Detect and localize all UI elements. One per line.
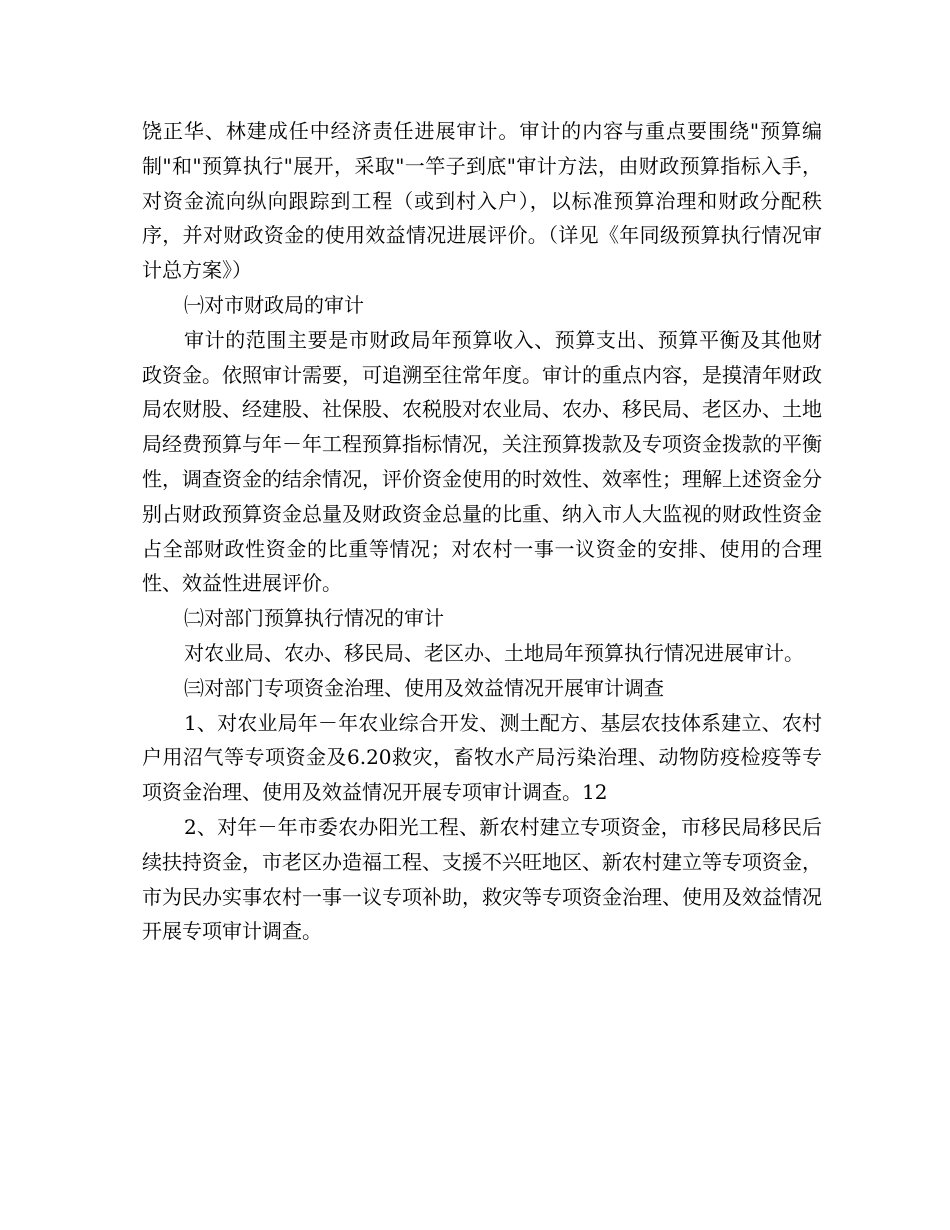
section-heading-finance-bureau: ㈠对市财政局的审计 <box>184 292 364 317</box>
section-heading-special-funds: ㈢对部门专项资金治理、使用及效益情况开展审计调查 <box>184 675 664 700</box>
paragraph-finance-bureau-scope: 审计的范围主要是市财政局年预算收入、预算支出、预算平衡及其他财政资金。依照审计需要，可追溯至往常年度。审计的重点内容，是摸清年财政局农财股、经建股、社保股、农税股对农业局、农办、移民局、老区办、土地局经费预算与年－年工程预算指标情况，关注预算拨款及专项资金拨款的平衡性，调查资金的结余情况，评价资金使用的时效性、效率性；理解上述资金分别占财政预算资金总量及财政资金总量的比重、纳入市人大监视的财政性资金占全部财政性资金的比重等情况；对农村一事一议资金的安排、使用的合理性、效益性进展评价。 <box>142 327 822 596</box>
section-heading-department-budget: ㈡对部门预算执行情况的审计 <box>184 606 444 631</box>
paragraph-intro: 饶正华、林建成任中经济责任进展审计。审计的内容与重点要围绕"预算编制"和"预算执行"展开，采取"一竿子到底"审计方法，由财政预算指标入手，对资金流向纵向跟踪到工程（或到村入户），以标准预算治理和财政分配秩序，并对财政资金的使用效益情况进展评价。（详见《年同级预算执行情况审计总方案》） <box>142 119 822 283</box>
paragraph-department-budget: 对农业局、农办、移民局、老区办、土地局年预算执行情况进展审计。 <box>184 640 804 665</box>
paragraph-special-funds-item-2: 2、对年－年市委农办阳光工程、新农村建立专项资金，市移民局移民后续扶持资金，市老区办造福工程、支援不兴旺地区、新农村建立等专项资金，市为民办实事农村一事一议专项补助，救灾等专项资金治理、使用及效益情况开展专项审计调查。 <box>142 814 822 944</box>
paragraph-special-funds-item-1: 1、对农业局年－年农业综合开发、测土配方、基层农技体系建立、农村户用沼气等专项资金及6.20救灾，畜牧水产局污染治理、动物防疫检疫等专项资金治理、使用及效益情况开展专项审计调查。12 <box>142 710 822 805</box>
document-body <box>142 114 822 949</box>
